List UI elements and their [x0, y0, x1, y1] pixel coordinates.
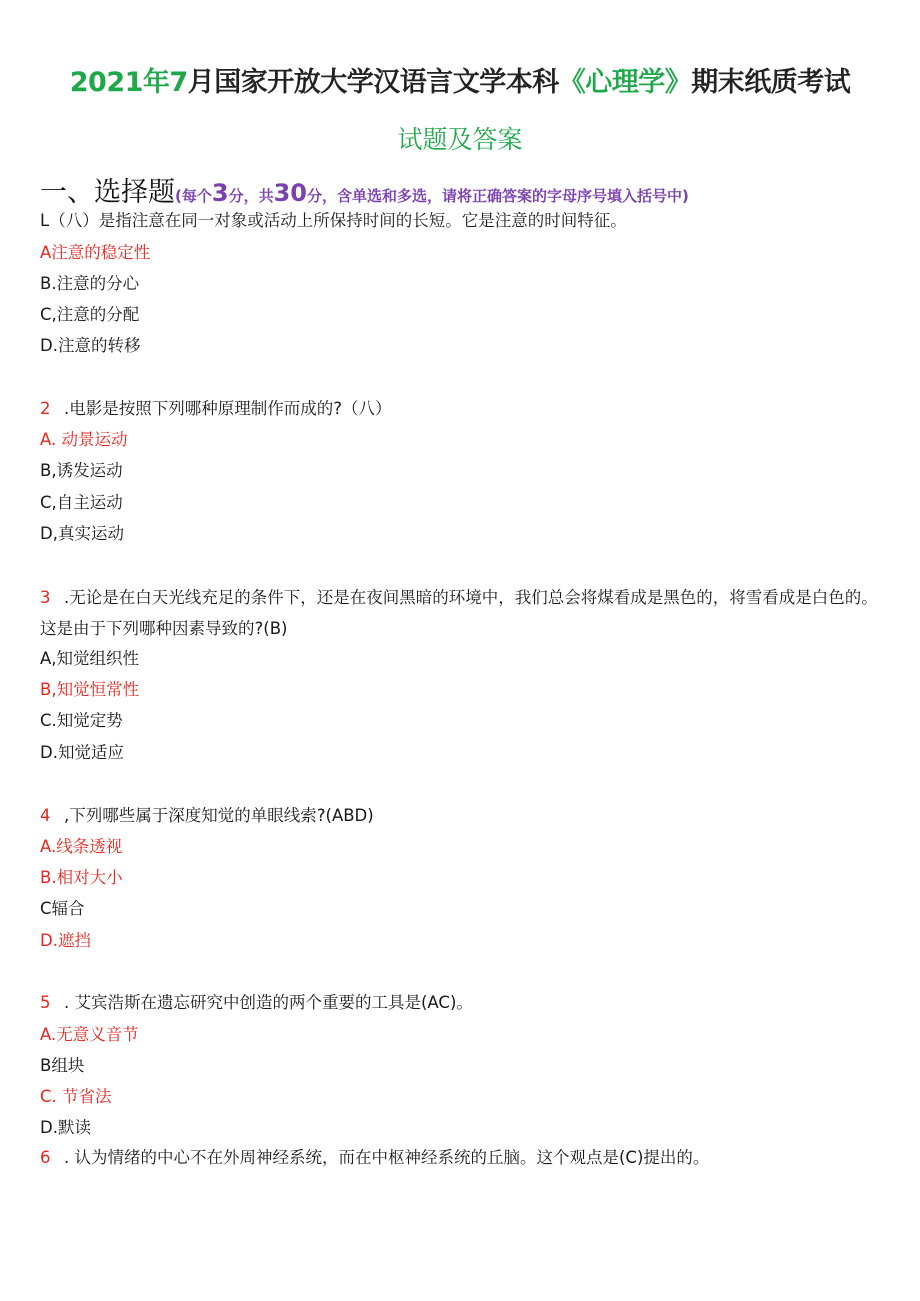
question-text: .电影是按照下列哪种原理制作而成的?（八）: [64, 399, 392, 418]
note-part: 分，含单选和多选，请将正确答案的字母序号填入括号中): [306, 187, 689, 205]
question-3-option-c: C.知觉定势: [40, 711, 123, 730]
question-4-option-c: C辐合: [40, 899, 85, 918]
question-5-stem: [40, 992, 473, 1014]
section-title: 一、选择题: [40, 177, 175, 208]
question-1-option-b: B.注意的分心: [40, 274, 140, 293]
question-4-option-b: B.相对大小: [40, 868, 123, 887]
title-part-exam: 期末纸质考试: [691, 67, 851, 98]
note-part: 分，共: [228, 187, 274, 205]
question-text: .无论是在白天光线充足的条件下，还是在夜间黑暗的环境中，我们总会将煤看成是黑色的，将雪看成是白色的。这是由于下列哪种因素导致的?(B): [40, 588, 878, 638]
question-text: . 艾宾浩斯在遗忘研究中创造的两个重要的工具是(AC)。: [64, 993, 473, 1012]
question-text: . 认为情绪的中心不在外周神经系统，而在中枢神经系统的丘脑。这个观点是(C)提出的。: [64, 1148, 710, 1167]
note-part: (每个: [175, 187, 212, 205]
section-instructions: [175, 179, 689, 207]
title-part-course: 《心理学》: [558, 67, 692, 98]
question-3-option-b: B,知觉恒常性: [40, 680, 140, 699]
title-part-month: 7: [169, 67, 188, 98]
question-number: 2: [40, 399, 51, 418]
question-6-stem: [40, 1147, 709, 1169]
question-3-option-a: A,知觉组织性: [40, 649, 140, 668]
question-1-option-a: A注意的稳定性: [40, 243, 151, 262]
note-part: 30: [273, 179, 307, 207]
question-5-option-b: B组块: [40, 1056, 85, 1075]
question-number: 4: [40, 806, 51, 825]
question-1-stem: L（八）是指注意在同一对象或活动上所保持时间的长短。它是注意的时间特征。: [40, 211, 627, 230]
question-5-option-a: A.无意义音节: [40, 1025, 139, 1044]
title-part-year: 2021: [69, 67, 143, 98]
question-5-option-d: D.默读: [40, 1118, 91, 1137]
title-part-year-unit: 年: [142, 67, 170, 98]
question-1-option-d: D.注意的转移: [40, 336, 141, 355]
note-part: 3: [211, 179, 229, 207]
section-heading: [40, 170, 689, 209]
question-1-option-c: C,注意的分配: [40, 305, 140, 324]
document-subtitle: 试题及答案: [397, 125, 523, 154]
question-text: ,下列哪些属于深度知觉的单眼线索?(ABD): [64, 806, 374, 825]
question-3-stem: [40, 582, 880, 644]
question-2-option-a: A. 动景运动: [40, 430, 128, 449]
question-2-option-b: B,诱发运动: [40, 461, 123, 480]
title-part-university: 月国家开放大学汉语言文学本科: [187, 67, 559, 98]
question-2-option-c: C,自主运动: [40, 493, 123, 512]
document-title: [0, 60, 920, 99]
question-3-option-d: D.知觉适应: [40, 743, 124, 762]
question-2-stem: [40, 398, 392, 420]
question-2-option-d: D,真实运动: [40, 524, 124, 543]
question-number: 5: [40, 993, 51, 1012]
question-4-option-d: D.遮挡: [40, 931, 91, 950]
question-5-option-c: C. 节省法: [40, 1087, 112, 1106]
question-number: 6: [40, 1148, 51, 1167]
question-4-option-a: A.线条透视: [40, 837, 123, 856]
question-4-stem: [40, 805, 374, 827]
question-number: 3: [40, 588, 51, 607]
